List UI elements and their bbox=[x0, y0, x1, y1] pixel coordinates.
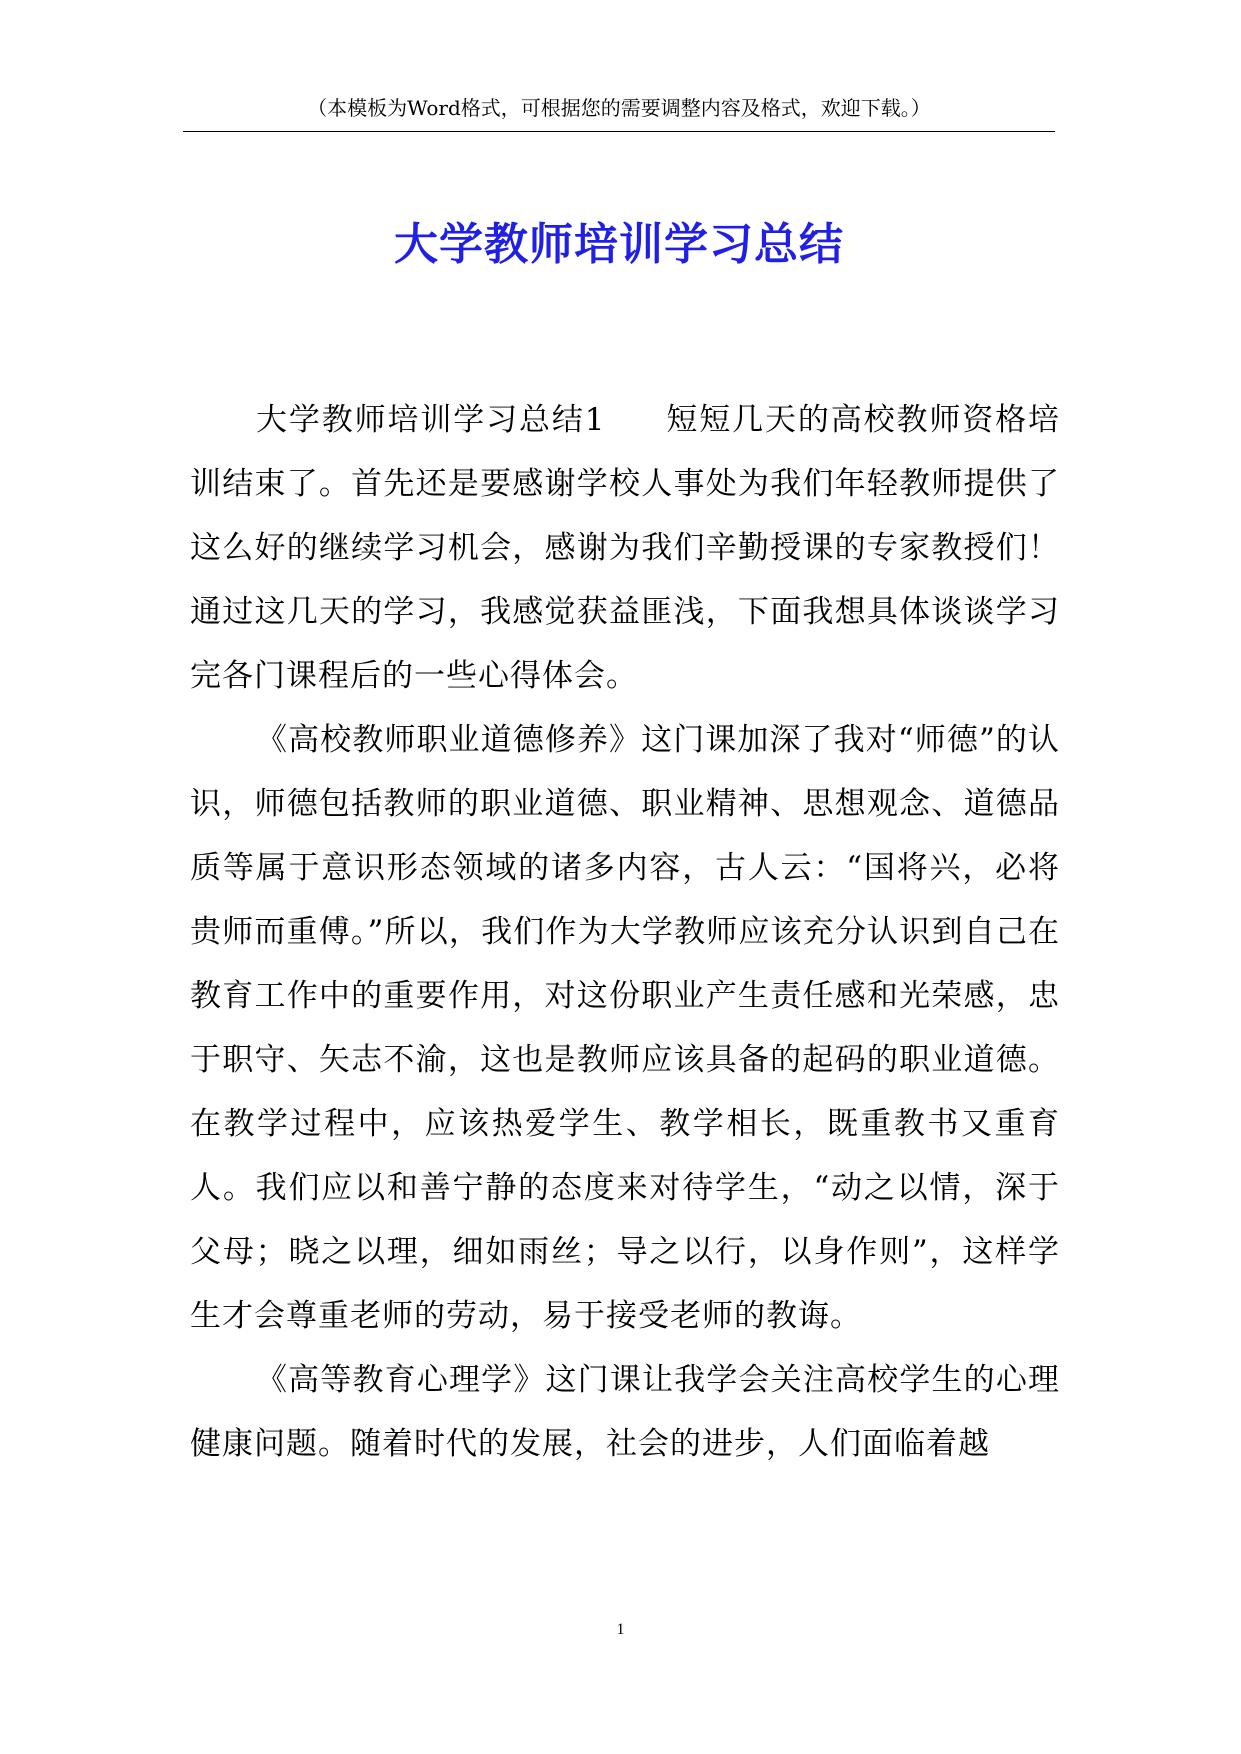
page-number: 1 bbox=[616, 1621, 625, 1638]
page-header-note: （本模板为Word格式，可根据您的需要调整内容及格式，欢迎下载。） bbox=[307, 96, 931, 120]
header-divider bbox=[183, 131, 1055, 132]
paragraph-1-text: 短短几天的高校教师资格培训结束了。首先还是要感谢学校人事处为我们年轻教师提供了这么好的继续学习机会，感谢为我们辛勤授课的专家教授们！通过这几天的学习，我感觉获益匪浅，下面我想具体谈谈学习完各门课程后的一些心得体会。 bbox=[190, 402, 1060, 694]
document-title: 大学教师培训学习总结 bbox=[394, 219, 844, 270]
paragraph-1 bbox=[190, 388, 1060, 708]
document-body bbox=[190, 388, 1060, 1476]
paragraph-3: 《高等教育心理学》这门课让我学会关注高校学生的心理健康问题。随着时代的发展，社会的进步，人们面临着越 bbox=[190, 1362, 1060, 1462]
paragraph-2: 《高校教师职业道德修养》这门课加深了我对“师德”的认识，师德包括教师的职业道德、职业精神、思想观念、道德品质等属于意识形态领域的诸多内容，古人云：“国将兴，必将贵师而重傅。”所以，我们作为大学教师应该充分认识到自己在教育工作中的重要作用，对这份职业产生责任感和光荣感，忠于职守、矢志不渝，这也是教师应该具备的起码的职业道德。在教学过程中，应该热爱学生、教学相长，既重教书又重育人。我们应以和善宁静的态度来对待学生，“动之以情，深于父母；晓之以理，细如雨丝；导之以行，以身作则”，这样学生才会尊重老师的劳动，易于接受老师的教诲。 bbox=[190, 722, 1060, 1334]
section-heading: 大学教师培训学习总结1 bbox=[256, 402, 606, 438]
